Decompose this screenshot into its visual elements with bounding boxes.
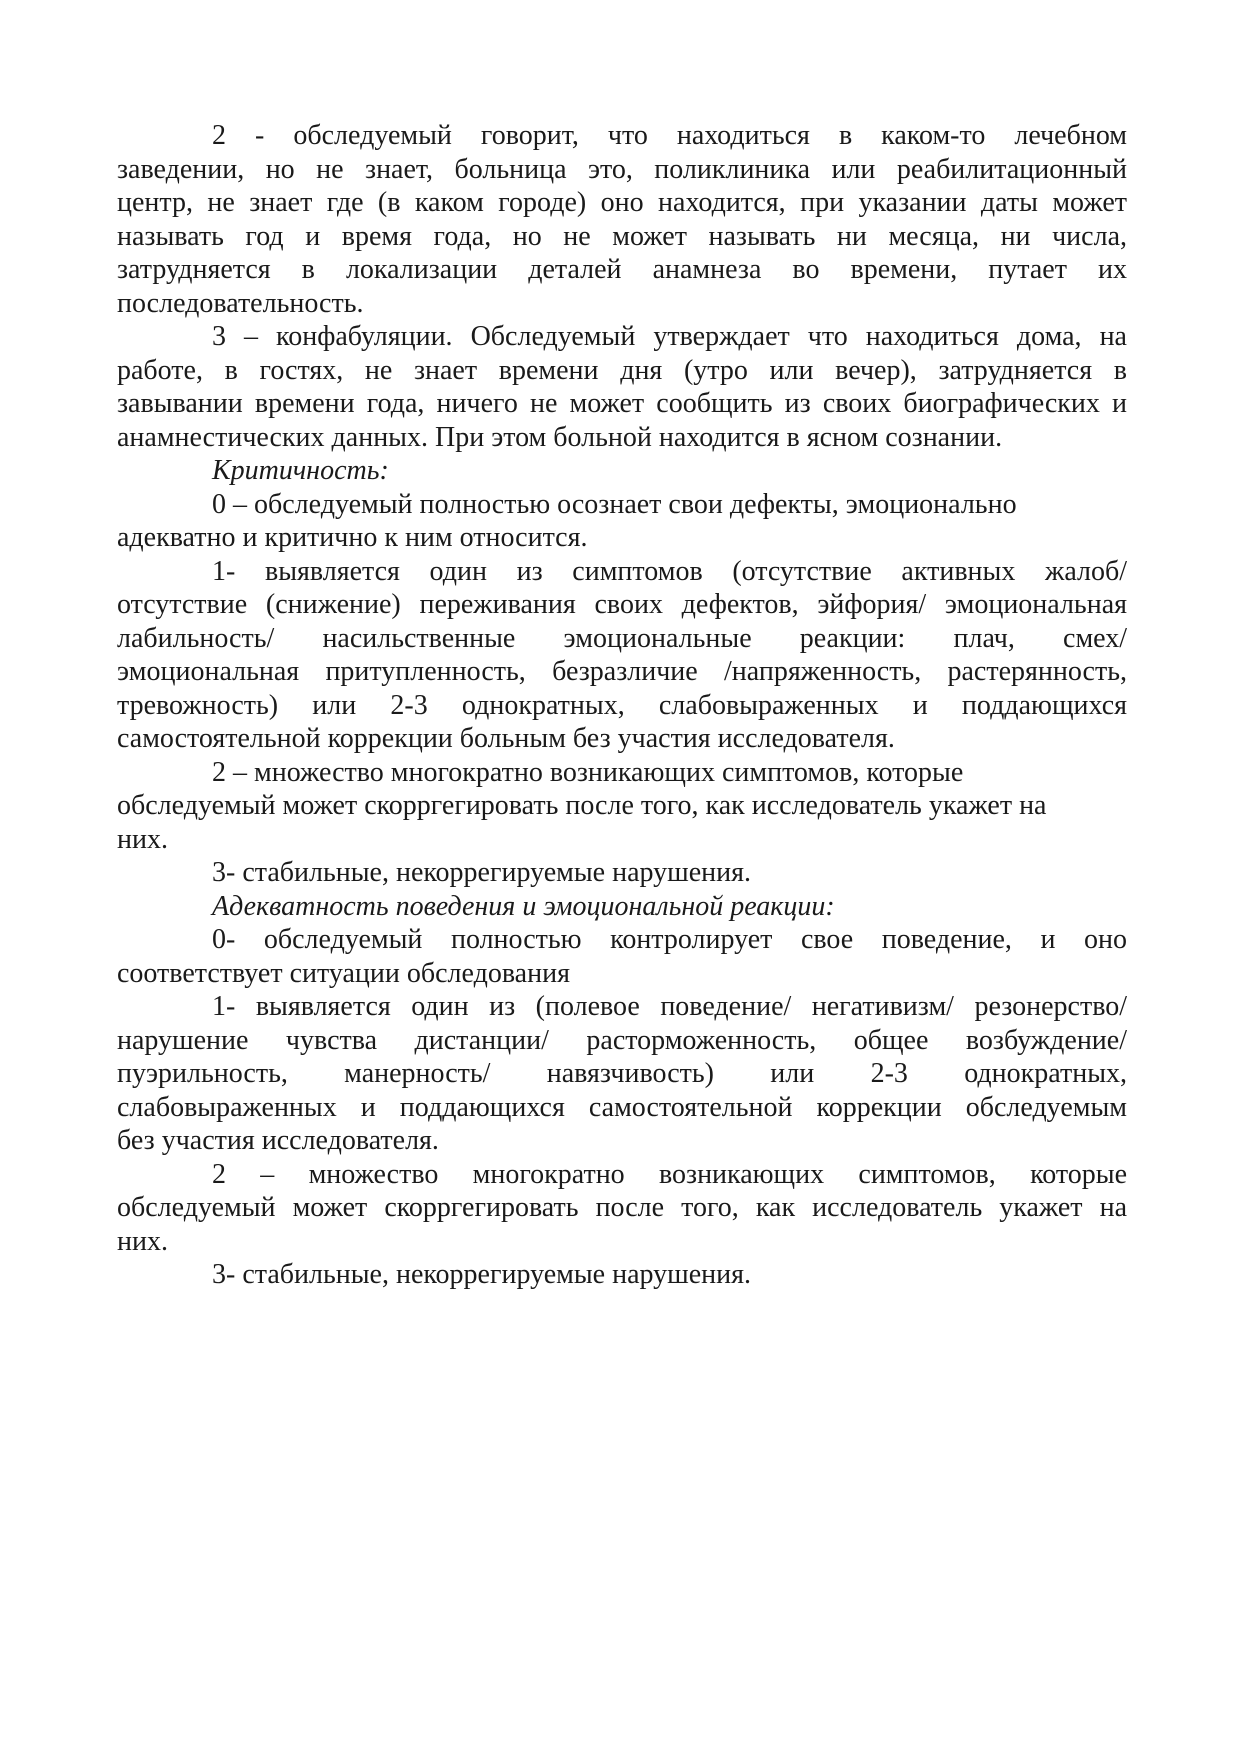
- text-line: 3- стабильные, некоррегируемые нарушения.: [212, 1259, 751, 1290]
- paragraph: [117, 488, 1127, 555]
- text-line: пуэрильность, манерность/ навязчивость) или 2-3 однократных,: [117, 1058, 1127, 1089]
- text-line: центр, не знает где (в каком городе) оно находится, при указании даты может: [117, 187, 1127, 218]
- text-line: 2 – множество многократно возникающих симптомов, которые: [212, 1158, 1127, 1190]
- text-line: называть год и время года, но не может называть ни месяца, ни числа,: [117, 220, 1127, 252]
- text-line: 3- стабильные, некоррегируемые нарушения.: [212, 857, 751, 888]
- paragraph: [117, 856, 1127, 890]
- paragraph: [117, 555, 1127, 756]
- paragraph: [117, 1258, 1127, 1292]
- text-line: эмоциональная притупленность, безразличие /напряженность, растерянность,: [117, 656, 1127, 687]
- section-heading: [117, 454, 1127, 488]
- text-line: Критичность:: [212, 455, 389, 486]
- text-line: без участия исследователя.: [117, 1125, 439, 1156]
- text-line: обследуемый может скорргегировать после того, как исследователь укажет на: [117, 1192, 1127, 1223]
- text-line: адекватно и критично к ним относится.: [117, 522, 588, 553]
- text-line: завывании времени года, ничего не может сообщить из своих биографических и: [117, 388, 1127, 419]
- paragraph: [117, 1158, 1127, 1259]
- document-page: [117, 119, 1127, 1292]
- text-line: работе, в гостях, не знает времени дня (утро или вечер), затрудняется в: [117, 354, 1127, 386]
- paragraph: [117, 119, 1127, 320]
- text-line: них.: [117, 823, 168, 855]
- paragraph: [117, 923, 1127, 990]
- paragraph: [117, 990, 1127, 1158]
- text-line: последовательность.: [117, 287, 364, 319]
- paragraph: [117, 756, 1127, 857]
- text-line: заведении, но не знает, больница это, поликлиника или реабилитационный: [117, 153, 1127, 185]
- text-line: затрудняется в локализации деталей анамнеза во времени, путает их: [117, 254, 1127, 285]
- text-line: самостоятельной коррекции больным без участия исследователя.: [117, 723, 895, 754]
- text-line: анамнестических данных. При этом больной находится в ясном сознании.: [117, 421, 1003, 453]
- text-line: 2 - обследуемый говорит, что находиться в каком-то лечебном: [212, 120, 1127, 151]
- text-line: обследуемый может скорргегировать после того, как исследователь укажет на: [117, 790, 1047, 821]
- text-line: нарушение чувства дистанции/ расторможенность, общее возбуждение/: [117, 1024, 1127, 1056]
- text-line: 3 – конфабуляции. Обследуемый утверждает что находиться дома, на: [212, 321, 1127, 352]
- text-line: соответствует ситуации обследования: [117, 957, 570, 989]
- text-line: 2 – множество многократно возникающих симптомов, которые: [212, 756, 964, 788]
- text-line: 1- выявляется один из (полевое поведение/ негативизм/ резонерство/: [212, 991, 1127, 1022]
- text-line: Адекватность поведения и эмоциональной реакции:: [212, 890, 835, 922]
- text-line: 0 – обследуемый полностью осознает свои дефекты, эмоционально: [212, 488, 1017, 520]
- text-line: отсутствие (снижение) переживания своих дефектов, эйфория/ эмоциональная: [117, 589, 1127, 620]
- text-line: 0- обследуемый полностью контролирует свое поведение, и оно: [212, 924, 1127, 955]
- section-heading: [117, 890, 1127, 924]
- text-line: тревожность) или 2-3 однократных, слабовыраженных и поддающихся: [117, 689, 1127, 721]
- text-line: них.: [117, 1225, 168, 1257]
- text-line: лабильность/ насильственные эмоциональные реакции: плач, смех/: [117, 622, 1127, 654]
- paragraph: [117, 320, 1127, 454]
- text-line: 1- выявляется один из симптомов (отсутствие активных жалоб/: [212, 555, 1127, 587]
- text-line: слабовыраженных и поддающихся самостоятельной коррекции обследуемым: [117, 1091, 1127, 1123]
